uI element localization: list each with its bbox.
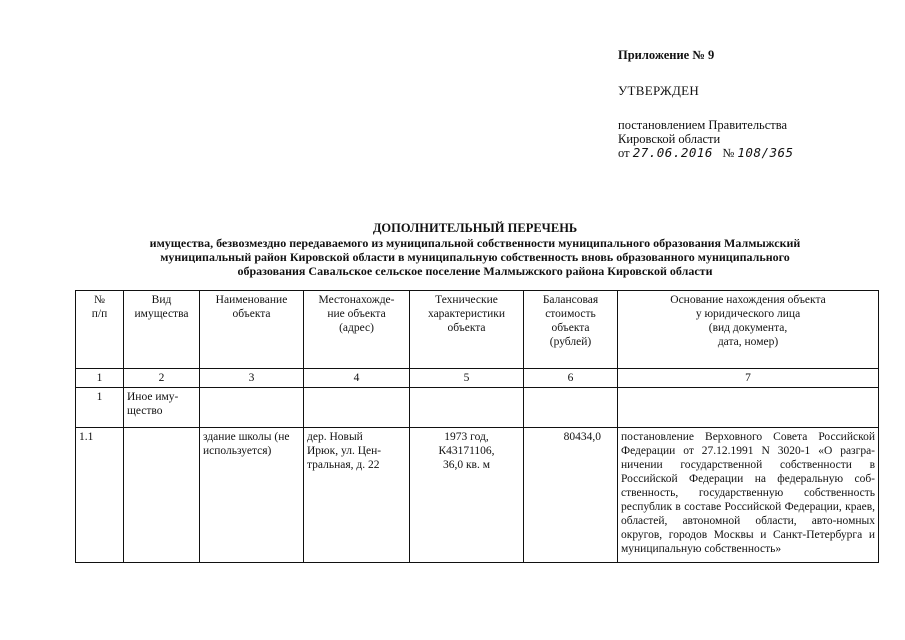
section-kind: Иное иму- щество xyxy=(124,388,200,428)
document-title xyxy=(80,221,870,278)
appendix-label: Приложение № 9 xyxy=(618,48,715,62)
handwritten-number: 108/365 xyxy=(737,145,794,160)
col-number: 7 xyxy=(618,369,879,388)
header-basis: Основание нахождения объекта у юридического лица (вид документа, дата, номер) xyxy=(618,291,879,369)
row-tech: 1973 год, К43171106, 36,0 кв. м xyxy=(410,428,524,563)
header-num: № п/п xyxy=(76,291,124,369)
row-basis: постановление Верховного Совета Российской Федерации от 27.12.1991 N 3020-1 «О разгра-ничении государственной собственности в Российской Федерации на федеральную соб-ственность, государственную собственность республик в составе Российской Федерации, краев, областей, автономной области, авто-номных округов, городов Москвы и Санкт-Петербурга и муниципальную собственность» xyxy=(618,428,879,563)
property-table xyxy=(75,290,879,563)
empty-cell xyxy=(200,388,304,428)
title-main: ДОПОЛНИТЕЛЬНЫЙ ПЕРЕЧЕНЬ xyxy=(372,221,578,235)
col-number: 2 xyxy=(124,369,200,388)
approval-block xyxy=(618,48,878,160)
col-number: 6 xyxy=(524,369,618,388)
header-kind: Вид имущества xyxy=(124,291,200,369)
row-location: дер. Новый Ирюк, ул. Цен- тральная, д. 22 xyxy=(304,428,410,563)
row-name: здание школы (не используется) xyxy=(200,428,304,563)
header-value: Балансовая стоимость объекта (рублей) xyxy=(524,291,618,369)
date-prefix: от xyxy=(618,146,630,160)
col-number: 3 xyxy=(200,369,304,388)
header-row xyxy=(76,291,879,369)
col-number: 4 xyxy=(304,369,410,388)
col-number: 5 xyxy=(410,369,524,388)
row-kind xyxy=(124,428,200,563)
empty-cell xyxy=(410,388,524,428)
row-value: 80434,0 xyxy=(524,428,618,563)
approval-date-line xyxy=(618,146,878,160)
empty-cell xyxy=(618,388,879,428)
title-line-1: имущества, безвозмездно передаваемого из муниципальной собственности муниципального образования Малмыжский xyxy=(149,236,801,250)
section-num: 1 xyxy=(76,388,124,428)
header-location: Местонахожде- ние объекта (адрес) xyxy=(304,291,410,369)
empty-cell xyxy=(524,388,618,428)
table-row xyxy=(76,428,879,563)
title-line-3: образования Савальское сельское поселение Малмыжского района Кировской области xyxy=(237,264,713,278)
header-tech: Технические характеристики объекта xyxy=(410,291,524,369)
empty-cell xyxy=(304,388,410,428)
approved-label: УТВЕРЖДЕН xyxy=(618,83,700,98)
approval-line-1: постановлением Правительства xyxy=(618,118,788,132)
title-line-2: муниципальный район Кировской области в муниципальную собственность вновь образованного муниципального xyxy=(160,250,790,264)
column-number-row xyxy=(76,369,879,388)
row-num: 1.1 xyxy=(76,428,124,563)
header-name: Наименование объекта xyxy=(200,291,304,369)
handwritten-date: 27.06.2016 xyxy=(632,145,713,160)
approval-line-2: Кировской области xyxy=(618,132,721,146)
section-row xyxy=(76,388,879,428)
col-number: 1 xyxy=(76,369,124,388)
number-prefix: № xyxy=(722,146,735,160)
